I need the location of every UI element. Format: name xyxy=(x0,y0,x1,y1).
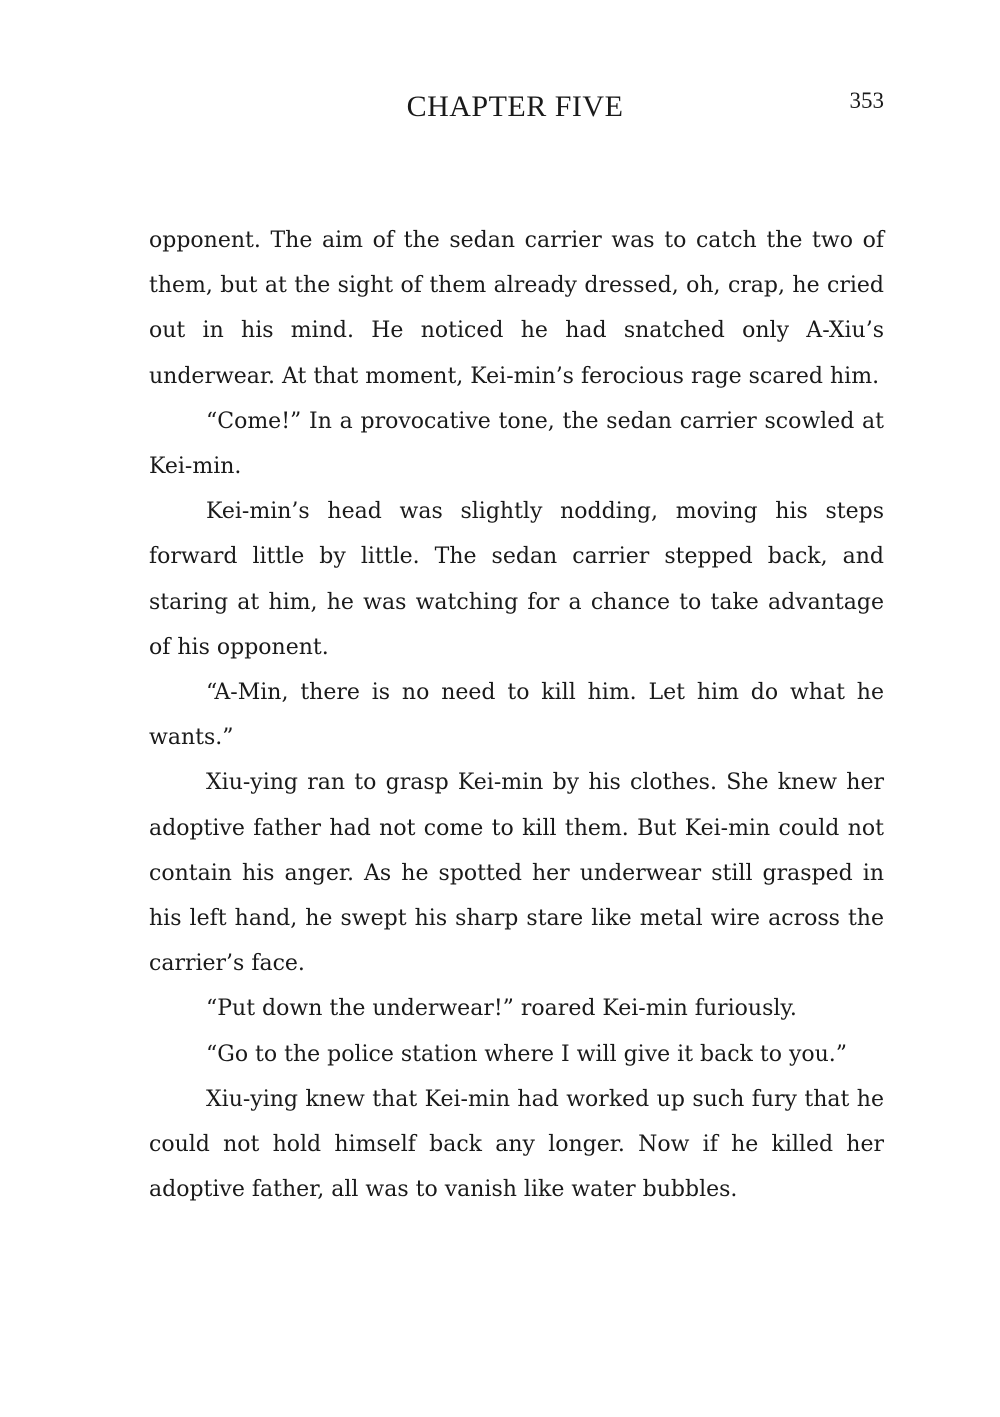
paragraph: “Go to the police station where I will give it back to you.” xyxy=(206,1041,848,1067)
page-number: 353 xyxy=(849,88,884,113)
running-head xyxy=(0,86,1000,130)
paragraph: Xiu-ying ran to grasp Kei-min by his clothes. She knew her adoptive father had not come to kill them. But Kei-min could not contain his anger. As he spotted her underwear still grasped in his left hand, he swept his sharp stare like metal wire across the carrier’s face. xyxy=(149,770,884,977)
paragraph: opponent. The aim of the sedan carrier was to catch the two of them, but at the sight of them already dressed, oh, crap, he cried out in his mind. He noticed he had snatched only A-Xiu’s underwear. At that moment, Kei-min’s ferocious rage scared him. xyxy=(149,228,884,389)
paragraph: Xiu-ying knew that Kei-min had worked up such fury that he could not hold himself back any longer. Now if he killed her adoptive father, all was to vanish like water bubbles. xyxy=(149,1086,884,1203)
paragraph: “Put down the underwear!” roared Kei-min furiously. xyxy=(206,996,797,1022)
paragraph: Kei-min’s head was slightly nodding, moving his steps forward little by little. The sedan carrier stepped back, and staring at him, he was watching for a chance to take advantage of his opponent. xyxy=(149,499,884,660)
body-text xyxy=(149,218,884,1212)
paragraph: “A-Min, there is no need to kill him. Let him do what he wants.” xyxy=(149,680,884,751)
chapter-title: CHAPTER FIVE xyxy=(406,90,624,123)
paragraph: “Come!” In a provocative tone, the sedan carrier scowled at Kei-min. xyxy=(149,408,884,480)
